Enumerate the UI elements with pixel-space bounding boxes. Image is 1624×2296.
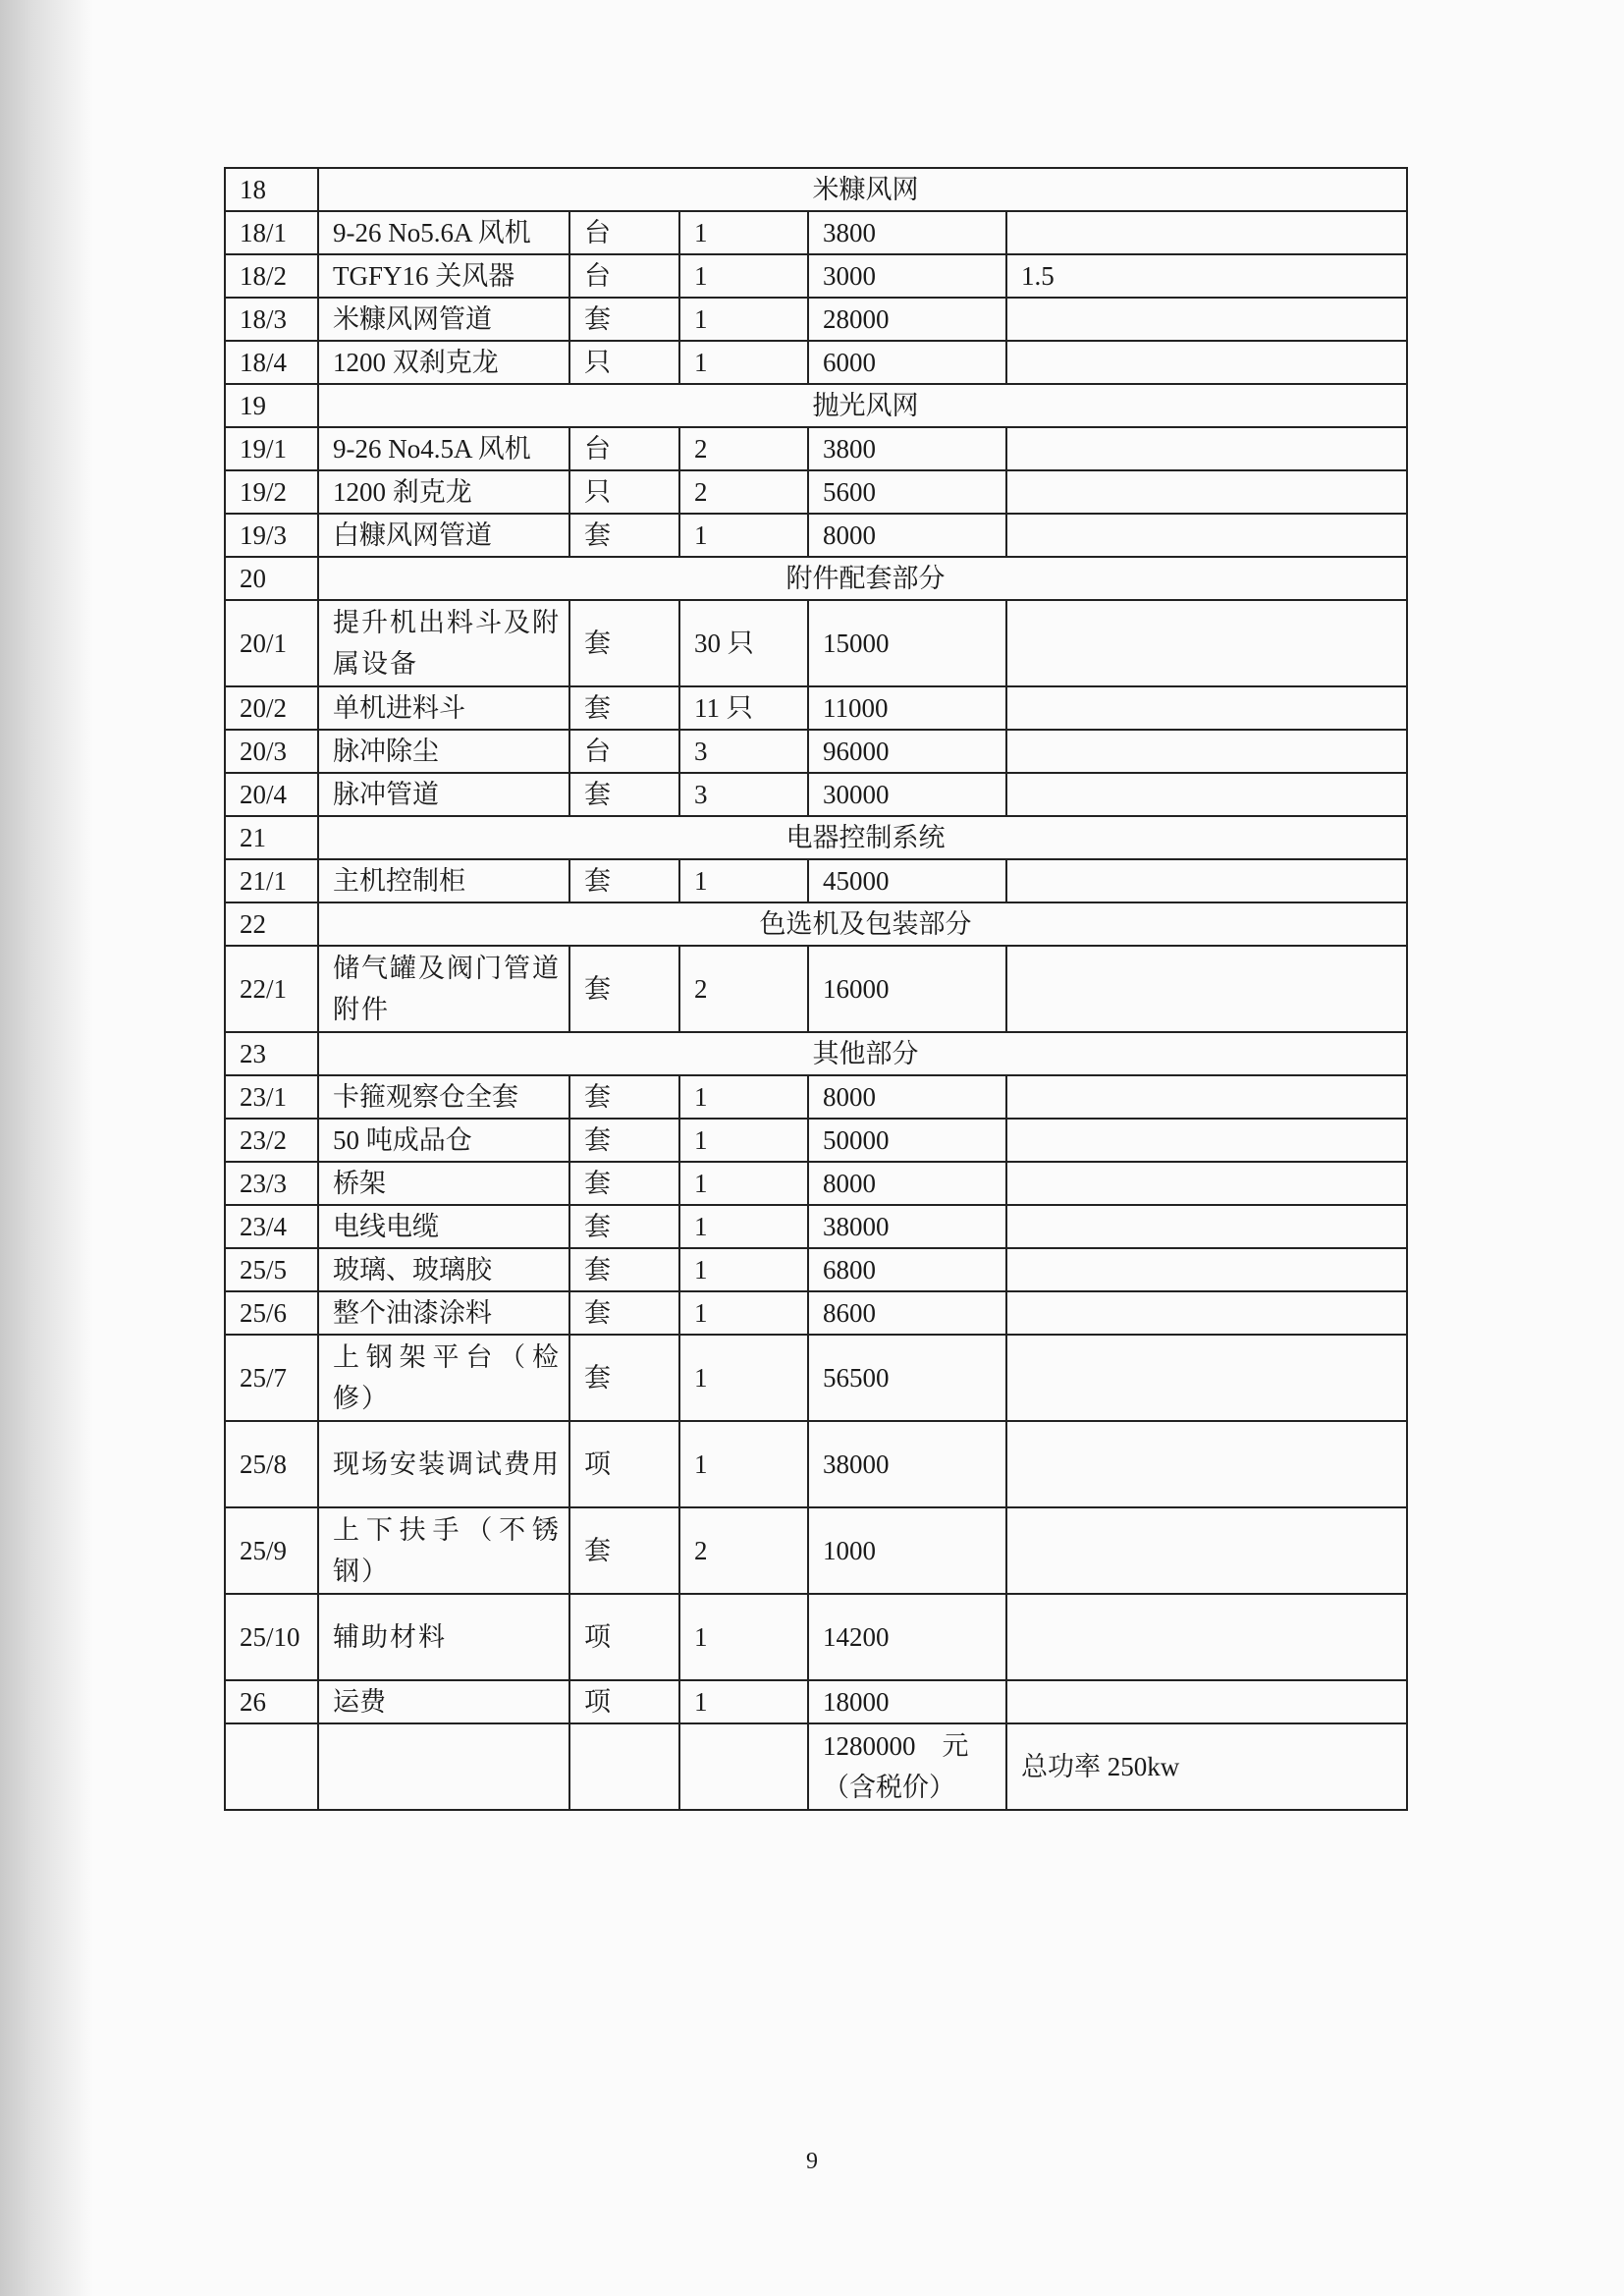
quantity-cell: 2 bbox=[679, 1507, 808, 1594]
note-cell bbox=[1006, 1205, 1407, 1248]
note-cell bbox=[1006, 773, 1407, 816]
note-cell bbox=[1006, 1421, 1407, 1507]
quantity-cell: 1 bbox=[679, 298, 808, 341]
table-row bbox=[225, 254, 1407, 298]
price-cell: 18000 bbox=[808, 1680, 1006, 1723]
item-number-cell: 22/1 bbox=[225, 946, 318, 1032]
item-number-cell: 18/2 bbox=[225, 254, 318, 298]
item-name-cell bbox=[318, 1723, 569, 1810]
price-cell: 6800 bbox=[808, 1248, 1006, 1291]
table-row bbox=[225, 341, 1407, 384]
unit-cell: 套 bbox=[569, 1291, 679, 1335]
item-name-cell: 主机控制柜 bbox=[318, 859, 569, 902]
section-number-cell: 21 bbox=[225, 816, 318, 859]
item-name-cell: 单机进料斗 bbox=[318, 686, 569, 730]
price-cell: 8000 bbox=[808, 1162, 1006, 1205]
item-name-cell: 辅助材料 bbox=[318, 1594, 569, 1680]
item-number-cell: 20/2 bbox=[225, 686, 318, 730]
unit-cell: 台 bbox=[569, 211, 679, 254]
note-cell bbox=[1006, 600, 1407, 686]
item-number-cell: 19/1 bbox=[225, 427, 318, 470]
table-row bbox=[225, 470, 1407, 514]
item-number-cell: 19/2 bbox=[225, 470, 318, 514]
item-number-cell: 19/3 bbox=[225, 514, 318, 557]
item-name-cell: 电线电缆 bbox=[318, 1205, 569, 1248]
unit-cell: 只 bbox=[569, 470, 679, 514]
table-row bbox=[225, 1594, 1407, 1680]
quantity-cell: 2 bbox=[679, 427, 808, 470]
quantity-cell: 1 bbox=[679, 1335, 808, 1421]
price-cell: 14200 bbox=[808, 1594, 1006, 1680]
section-number-cell: 23 bbox=[225, 1032, 318, 1075]
item-name-cell: 米糠风网管道 bbox=[318, 298, 569, 341]
quantity-cell: 1 bbox=[679, 341, 808, 384]
price-cell: 28000 bbox=[808, 298, 1006, 341]
table-row bbox=[225, 1507, 1407, 1594]
table-row bbox=[225, 427, 1407, 470]
table-row bbox=[225, 1248, 1407, 1291]
item-name-cell: 现场安装调试费用 bbox=[318, 1421, 569, 1507]
item-name-cell: 脉冲除尘 bbox=[318, 730, 569, 773]
note-cell bbox=[1006, 946, 1407, 1032]
unit-cell: 套 bbox=[569, 859, 679, 902]
item-number-cell: 20/4 bbox=[225, 773, 318, 816]
item-name-cell: 1200 双刹克龙 bbox=[318, 341, 569, 384]
unit-cell bbox=[569, 1723, 679, 1810]
item-number-cell: 25/8 bbox=[225, 1421, 318, 1507]
unit-cell: 套 bbox=[569, 600, 679, 686]
item-number-cell: 21/1 bbox=[225, 859, 318, 902]
unit-cell: 项 bbox=[569, 1594, 679, 1680]
table-row bbox=[225, 1075, 1407, 1119]
quantity-cell: 3 bbox=[679, 773, 808, 816]
note-cell bbox=[1006, 1507, 1407, 1594]
price-cell: 38000 bbox=[808, 1205, 1006, 1248]
quantity-cell: 3 bbox=[679, 730, 808, 773]
table-row bbox=[225, 1291, 1407, 1335]
item-number-cell: 25/7 bbox=[225, 1335, 318, 1421]
item-number-cell: 25/9 bbox=[225, 1507, 318, 1594]
quantity-cell: 1 bbox=[679, 1162, 808, 1205]
note-cell bbox=[1006, 514, 1407, 557]
section-title-cell: 米糠风网 bbox=[318, 168, 1407, 211]
unit-cell: 台 bbox=[569, 730, 679, 773]
unit-cell: 套 bbox=[569, 1507, 679, 1594]
item-number-cell: 25/10 bbox=[225, 1594, 318, 1680]
note-cell bbox=[1006, 427, 1407, 470]
item-number-cell: 25/6 bbox=[225, 1291, 318, 1335]
item-number-cell: 23/3 bbox=[225, 1162, 318, 1205]
section-title-cell: 色选机及包装部分 bbox=[318, 902, 1407, 946]
item-number-cell: 25/5 bbox=[225, 1248, 318, 1291]
item-number-cell: 23/1 bbox=[225, 1075, 318, 1119]
unit-cell: 只 bbox=[569, 341, 679, 384]
table-row bbox=[225, 773, 1407, 816]
item-name-cell: 桥架 bbox=[318, 1162, 569, 1205]
item-name-cell: 脉冲管道 bbox=[318, 773, 569, 816]
note-cell bbox=[1006, 470, 1407, 514]
item-number-cell: 18/3 bbox=[225, 298, 318, 341]
price-cell: 3800 bbox=[808, 427, 1006, 470]
item-number-cell: 20/1 bbox=[225, 600, 318, 686]
section-number-cell: 18 bbox=[225, 168, 318, 211]
item-name-cell: 白糠风网管道 bbox=[318, 514, 569, 557]
unit-cell: 套 bbox=[569, 1335, 679, 1421]
price-cell: 50000 bbox=[808, 1119, 1006, 1162]
table-row bbox=[225, 211, 1407, 254]
unit-cell: 套 bbox=[569, 1248, 679, 1291]
quantity-cell: 1 bbox=[679, 1248, 808, 1291]
price-cell: 45000 bbox=[808, 859, 1006, 902]
table-row bbox=[225, 730, 1407, 773]
quantity-cell: 11 只 bbox=[679, 686, 808, 730]
table-row bbox=[225, 1723, 1407, 1810]
unit-cell: 项 bbox=[569, 1421, 679, 1507]
quantity-cell: 1 bbox=[679, 1205, 808, 1248]
table-row bbox=[225, 1119, 1407, 1162]
table-body bbox=[225, 168, 1407, 1810]
item-number-cell: 18/4 bbox=[225, 341, 318, 384]
section-row bbox=[225, 557, 1407, 600]
table-row bbox=[225, 1335, 1407, 1421]
price-cell: 8000 bbox=[808, 514, 1006, 557]
unit-cell: 套 bbox=[569, 514, 679, 557]
quantity-cell: 1 bbox=[679, 1680, 808, 1723]
note-cell bbox=[1006, 341, 1407, 384]
item-name-cell: 上下扶手（不锈钢） bbox=[318, 1507, 569, 1594]
note-cell bbox=[1006, 859, 1407, 902]
price-cell: 96000 bbox=[808, 730, 1006, 773]
unit-cell: 套 bbox=[569, 946, 679, 1032]
note-cell bbox=[1006, 1335, 1407, 1421]
note-cell bbox=[1006, 211, 1407, 254]
unit-cell: 套 bbox=[569, 1075, 679, 1119]
section-row bbox=[225, 1032, 1407, 1075]
table-row bbox=[225, 859, 1407, 902]
price-cell: 38000 bbox=[808, 1421, 1006, 1507]
price-cell: 5600 bbox=[808, 470, 1006, 514]
section-title-cell: 其他部分 bbox=[318, 1032, 1407, 1075]
unit-cell: 项 bbox=[569, 1680, 679, 1723]
note-cell bbox=[1006, 1075, 1407, 1119]
table-row bbox=[225, 686, 1407, 730]
quantity-cell: 1 bbox=[679, 211, 808, 254]
table-row bbox=[225, 946, 1407, 1032]
note-cell: 1.5 bbox=[1006, 254, 1407, 298]
section-row bbox=[225, 816, 1407, 859]
table-row bbox=[225, 298, 1407, 341]
table-row bbox=[225, 514, 1407, 557]
quantity-cell: 1 bbox=[679, 1075, 808, 1119]
price-cell: 56500 bbox=[808, 1335, 1006, 1421]
quantity-cell: 1 bbox=[679, 1421, 808, 1507]
section-row bbox=[225, 902, 1407, 946]
quantity-cell: 1 bbox=[679, 1291, 808, 1335]
price-cell: 15000 bbox=[808, 600, 1006, 686]
item-number-cell: 23/4 bbox=[225, 1205, 318, 1248]
note-cell bbox=[1006, 1162, 1407, 1205]
equipment-price-table bbox=[224, 167, 1408, 1811]
unit-cell: 套 bbox=[569, 1119, 679, 1162]
item-name-cell: 9-26 No4.5A 风机 bbox=[318, 427, 569, 470]
section-number-cell: 22 bbox=[225, 902, 318, 946]
unit-cell: 套 bbox=[569, 1205, 679, 1248]
quantity-cell: 30 只 bbox=[679, 600, 808, 686]
section-row bbox=[225, 384, 1407, 427]
item-name-cell: 提升机出料斗及附属设备 bbox=[318, 600, 569, 686]
item-name-cell: 上钢架平台（检修） bbox=[318, 1335, 569, 1421]
price-cell: 8000 bbox=[808, 1075, 1006, 1119]
note-cell bbox=[1006, 1291, 1407, 1335]
item-number-cell: 26 bbox=[225, 1680, 318, 1723]
price-cell: 11000 bbox=[808, 686, 1006, 730]
price-cell: 1000 bbox=[808, 1507, 1006, 1594]
note-cell bbox=[1006, 1119, 1407, 1162]
quantity-cell: 1 bbox=[679, 254, 808, 298]
item-name-cell: 储气罐及阀门管道附件 bbox=[318, 946, 569, 1032]
unit-cell: 台 bbox=[569, 427, 679, 470]
note-cell bbox=[1006, 1248, 1407, 1291]
table-row bbox=[225, 1680, 1407, 1723]
quantity-cell: 1 bbox=[679, 1119, 808, 1162]
note-cell bbox=[1006, 1680, 1407, 1723]
price-cell: 30000 bbox=[808, 773, 1006, 816]
scan-binding-shadow bbox=[0, 0, 93, 2296]
quantity-cell: 2 bbox=[679, 470, 808, 514]
price-cell: 3800 bbox=[808, 211, 1006, 254]
item-name-cell: 9-26 No5.6A 风机 bbox=[318, 211, 569, 254]
price-cell: 8600 bbox=[808, 1291, 1006, 1335]
item-name-cell: 玻璃、玻璃胶 bbox=[318, 1248, 569, 1291]
quantity-cell: 1 bbox=[679, 514, 808, 557]
item-name-cell: 整个油漆涂料 bbox=[318, 1291, 569, 1335]
section-number-cell: 19 bbox=[225, 384, 318, 427]
quantity-cell: 2 bbox=[679, 946, 808, 1032]
item-number-cell: 20/3 bbox=[225, 730, 318, 773]
page-number: 9 bbox=[806, 2149, 818, 2174]
section-title-cell: 电器控制系统 bbox=[318, 816, 1407, 859]
item-number-cell: 18/1 bbox=[225, 211, 318, 254]
table-row bbox=[225, 1162, 1407, 1205]
item-name-cell: 1200 刹克龙 bbox=[318, 470, 569, 514]
note-cell bbox=[1006, 1594, 1407, 1680]
item-name-cell: 运费 bbox=[318, 1680, 569, 1723]
item-number-cell: 23/2 bbox=[225, 1119, 318, 1162]
quantity-cell: 1 bbox=[679, 859, 808, 902]
table-row bbox=[225, 600, 1407, 686]
price-cell: 1280000 元（含税价） bbox=[808, 1723, 1006, 1810]
unit-cell: 套 bbox=[569, 1162, 679, 1205]
note-cell bbox=[1006, 686, 1407, 730]
section-number-cell: 20 bbox=[225, 557, 318, 600]
price-cell: 3000 bbox=[808, 254, 1006, 298]
table-row bbox=[225, 1421, 1407, 1507]
quantity-cell bbox=[679, 1723, 808, 1810]
price-cell: 16000 bbox=[808, 946, 1006, 1032]
note-cell: 总功率 250kw bbox=[1006, 1723, 1407, 1810]
item-name-cell: 卡箍观察仓全套 bbox=[318, 1075, 569, 1119]
item-name-cell: TGFY16 关风器 bbox=[318, 254, 569, 298]
unit-cell: 套 bbox=[569, 773, 679, 816]
item-name-cell: 50 吨成品仓 bbox=[318, 1119, 569, 1162]
price-cell: 6000 bbox=[808, 341, 1006, 384]
unit-cell: 台 bbox=[569, 254, 679, 298]
unit-cell: 套 bbox=[569, 686, 679, 730]
quantity-cell: 1 bbox=[679, 1594, 808, 1680]
unit-cell: 套 bbox=[569, 298, 679, 341]
note-cell bbox=[1006, 730, 1407, 773]
section-title-cell: 抛光风网 bbox=[318, 384, 1407, 427]
item-number-cell bbox=[225, 1723, 318, 1810]
table-row bbox=[225, 1205, 1407, 1248]
section-row bbox=[225, 168, 1407, 211]
section-title-cell: 附件配套部分 bbox=[318, 557, 1407, 600]
note-cell bbox=[1006, 298, 1407, 341]
